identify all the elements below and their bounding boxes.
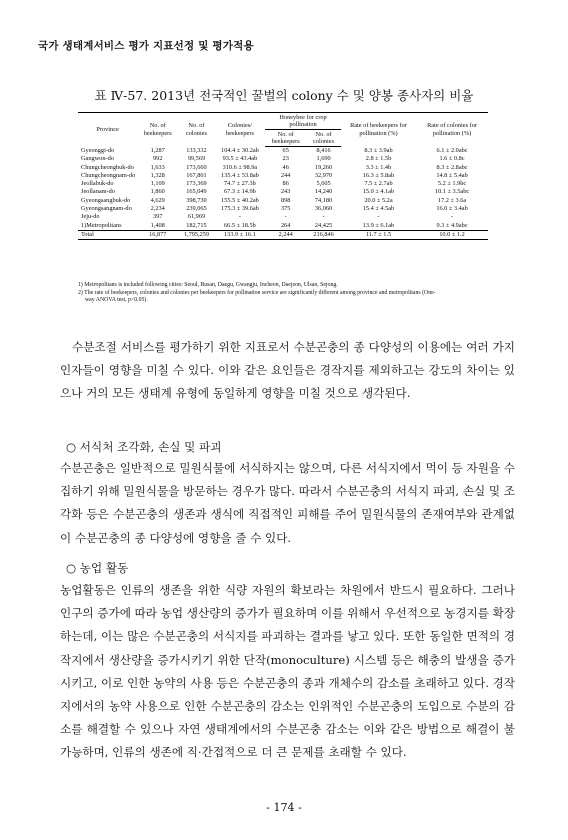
table-cell-beekeepers: 2,234: [150, 205, 165, 213]
table-cell-beekeepers: 16,877: [137, 230, 178, 239]
header-rate-colonies: Rate of colonies for pollination (%): [416, 113, 488, 147]
table-cell-colonies: 182,715: [186, 221, 207, 229]
table-total-row: [78, 230, 488, 239]
header-colonies: No. of colonies: [178, 113, 214, 147]
table-cell-beekeepers: 1,328: [150, 171, 165, 179]
table-cell-rate-keepers: 16.3 ± 5.8ab: [362, 171, 395, 179]
table-cell-rate-colonies: 14.8 ± 5.4ab: [436, 171, 468, 179]
table-cell-rate-keepers: 11.7 ± 1.5: [341, 230, 416, 239]
table-row: [78, 213, 488, 221]
table-cell-cpb: 175.3 ± 39.6ab: [221, 205, 259, 213]
data-table: [78, 112, 488, 240]
table-cell-beekeepers: 992: [153, 155, 163, 163]
table-cell-beekeepers: 1,408: [150, 221, 165, 229]
table-cell-province: Gangwon-do: [81, 155, 114, 163]
table-cell-cpb: 74.7 ± 27.3b: [224, 180, 256, 188]
table-cell-beekeepers: 4,629: [150, 196, 165, 204]
table-cell-rate-keepers: 2.8 ± 1.5b: [365, 155, 392, 163]
table-caption: 표 Ⅳ-57. 2013년 전국적인 꿀벌의 colony 수 및 양봉 종사자의 비율: [94, 88, 474, 103]
table-cell-hb-keepers: 46: [282, 163, 289, 171]
running-head: 국가 생태계서비스 평가 지표선정 및 평가적용: [38, 40, 254, 52]
table-cell-cpb: 133.9 ± 16.1: [215, 230, 266, 239]
table-cell-hb-colonies: 8,416: [316, 147, 331, 154]
table-row: [78, 188, 488, 196]
intro-paragraph: 수분조절 서비스를 평가하기 위한 지표로서 수분곤충의 종 다양성의 이용에는 여러 가지 인자들이 영향을 미칠 수 있다. 이와 같은 요인들은 경작지를 제외하고는 강도의 차이는 있으나 거의 모든 생태계 유형에 동일하게 영향을 미칠 것으로 생각된다.: [60, 340, 515, 401]
table-cell-hb-colonies: 14,240: [314, 188, 333, 196]
table-cell-hb-keepers: 65: [282, 147, 289, 154]
table-cell-province: Jeollanam-do: [81, 188, 115, 196]
table-cell-colonies: 239,065: [186, 205, 207, 213]
table-cell-hb-keepers: 23: [282, 155, 289, 163]
table-cell-rate-keepers: 20.0 ± 5.2a: [364, 196, 393, 204]
section-heading-agriculture: ○ 농업 활동: [66, 561, 129, 575]
table-cell-cpb: -: [238, 213, 241, 221]
table-cell-hb-keepers: 264: [280, 221, 291, 229]
table-row: [78, 155, 488, 163]
table-cell-rate-colonies: 6.1 ± 2.0abc: [436, 146, 468, 154]
table-cell-rate-colonies: 10.1 ± 3.5abc: [434, 188, 470, 196]
table-cell-hb-colonies: 32,970: [314, 171, 333, 179]
agriculture-paragraph: 농업활동은 인류의 생존을 위한 식량 자원의 확보라는 차원에서 반드시 필요하다. 그러나 인구의 증가에 따라 농업 생산량의 증가가 필요하며 이를 위해서 우선적으로 농경지를 확장하는데, 이는 많은 수분곤충의 서식지를 파괴하는 결과를 낳고 있다. 또한 동일한 면적의 경작지에서 생산량을 증가시키기 위한 단작(monoculture) 시스템 등은 해충의 발생을 증가시키고, 이로 인한 농약의 사용 등은 수분곤충의 종과 개체수의 감소를 초래하고 있다. 경작지에서의 농약 사용으로 인한 수분곤충의 감소는 인위적인 수분곤충의 도입으로 수분의 감소를 해결할 수 있으나 자연 생태계에서의 수분곤충 감소는 이와 같은 방법으로 해결이 불가능하며, 인류의 생존에 직·간접적으로 더 큰 문제를 초래할 수 있다.: [60, 583, 515, 760]
table-cell-hb-keepers: 86: [282, 180, 289, 188]
table-row: [78, 197, 488, 205]
table-cell-province: Gyeonggi-do: [81, 146, 115, 154]
table-cell-province: Gyeongsangnam-do: [81, 205, 132, 213]
table-cell-rate-keepers: 7.5 ± 2.7ab: [364, 180, 393, 188]
table-cell-cpb: 155.5 ± 40.2ab: [221, 196, 259, 204]
table-cell-hb-keepers: 375: [280, 205, 291, 213]
table-cell-beekeepers: 397: [153, 213, 163, 221]
table-cell-hb-colonies: 216,846: [306, 230, 341, 239]
table-cell-rate-colonies: -: [450, 213, 454, 221]
table-cell-hb-keepers: 898: [280, 196, 291, 204]
header-colonies-per-beekeeper: Colonies/ beekeepers: [215, 113, 266, 147]
habitat-paragraph: 수분곤충은 일반적으로 밀원식물에 서식하지는 않으며, 다른 서식지에서 먹이 등 자원을 수집하기 위해 밀원식물을 방문하는 경우가 많다. 따라서 수분곤충의 서식지 파괴, 손실 및 조각화 등은 수분곤충의 생존과 생식에 직접적인 피해를 주어 밀원식물의 존재여부와 관계없이 수분곤충의 종 다양성에 영향을 줄 수 있다.: [60, 461, 515, 545]
section-heading-habitat: ○ 서식처 조각화, 손실 및 파괴: [66, 440, 222, 454]
table-cell-province: Jeollabuk-do: [81, 180, 114, 188]
table-cell-rate-colonies: 8.3 ± 2.8abc: [436, 163, 468, 171]
table-cell-rate-colonies: 9.3 ± 4.9abc: [436, 221, 468, 229]
table-cell-beekeepers: 1,860: [150, 188, 165, 196]
table-cell-hb-colonies: 1,690: [316, 155, 331, 163]
table-cell-rate-keepers: 15.4 ± 4.5ab: [362, 205, 395, 213]
table-cell-province: Gyeongsangbuk-do: [81, 196, 131, 204]
table-note: way ANOVA test, p<0.05).: [85, 297, 148, 304]
table-body: [78, 147, 488, 240]
table-cell-rate-colonies: 10.0 ± 1.2: [416, 230, 488, 239]
table-cell-hb-keepers: -: [284, 213, 287, 221]
table-note: 1) Metropolitans is included following cities: Seoul, Busan, Daegu, Gwangju, Incheon, Daejeon, Ulsan, Sejong.: [78, 282, 338, 288]
table-cell-province: Total: [78, 230, 137, 239]
table-cell-hb-colonies: 19,260: [314, 163, 333, 171]
table-cell-province: 1)Metropolitans: [81, 221, 122, 229]
table-row: [78, 172, 488, 180]
table-cell-rate-keepers: 15.0 ± 4.1ab: [362, 188, 395, 196]
table-cell-rate-colonies: 5.2 ± 1.9bc: [437, 180, 467, 188]
table-cell-colonies: 165,049: [186, 188, 207, 196]
table-cell-colonies: 173,660: [186, 163, 207, 171]
table-cell-cpb: 67.3 ± 14.9b: [224, 188, 256, 196]
table-cell-cpb: 135.4 ± 53.8ab: [221, 171, 259, 179]
table-cell-colonies: 167,801: [186, 171, 207, 179]
table-container: [78, 112, 488, 240]
header-hb-colonies: No. of colonies: [306, 130, 341, 147]
table-row: [78, 147, 488, 156]
table-cell-rate-colonies: 17.2 ± 3.6a: [437, 196, 467, 204]
table-cell-beekeepers: 1,287: [150, 146, 165, 154]
table-cell-hb-keepers: 2,244: [265, 230, 306, 239]
header-province: Province: [78, 113, 137, 147]
table-row: [78, 164, 488, 172]
table-cell-colonies: 61,969: [187, 213, 206, 221]
table-cell-colonies: 398,730: [186, 196, 207, 204]
table-cell-hb-colonies: -: [322, 213, 325, 221]
table-cell-colonies: 173,369: [186, 180, 207, 188]
table-cell-rate-keepers: 13.9 ± 6.1ab: [362, 221, 395, 229]
table-cell-hb-colonies: 24,425: [314, 221, 333, 229]
table-note: 2) The rate of beekeepers, colonies and colonies per beekeepers for pollination service are significantly different among province and metropolitans (One-: [78, 289, 436, 296]
table-row: [78, 205, 488, 213]
page-number: - 174 -: [266, 801, 302, 814]
table-cell-cpb: 310.6 ± 98.9a: [222, 163, 258, 171]
table-cell-colonies: 1,795,259: [178, 230, 214, 239]
table-cell-cpb: 66.5 ± 18.5b: [224, 221, 256, 229]
table-cell-cpb: 104.4 ± 30.2ab: [221, 146, 259, 154]
table-cell-rate-keepers: 8.3 ± 3.9ab: [364, 146, 393, 154]
table-cell-rate-colonies: 1.6 ± 0.8c: [439, 155, 465, 163]
table-cell-cpb: 93.5 ± 43.4ab: [222, 155, 258, 163]
table-cell-rate-colonies: 16.0 ± 3.4ab: [436, 205, 468, 213]
table-cell-province: Chungcheongbuk-do: [81, 163, 134, 171]
table-cell-hb-keepers: 244: [280, 171, 291, 179]
table-notes: [78, 282, 488, 305]
table-cell-hb-colonies: 74,180: [314, 196, 333, 204]
table-cell-hb-keepers: 243: [280, 188, 291, 196]
table-row: [78, 222, 488, 231]
table-cell-beekeepers: 1,109: [150, 180, 165, 188]
table-cell-hb-colonies: 5,605: [316, 180, 331, 188]
table-cell-province: Chungcheongnam-do: [81, 171, 136, 179]
table-cell-beekeepers: 1,633: [150, 163, 165, 171]
table-cell-rate-keepers: 3.3 ± 1.4b: [365, 163, 392, 171]
table-cell-rate-keepers: -: [377, 213, 380, 221]
header-hb-beekeepers: No. of beekeepers: [265, 130, 306, 147]
table-cell-hb-colonies: 36,060: [314, 205, 333, 213]
header-beekeepers: No. of beekeepers: [137, 113, 178, 147]
table-cell-colonies: 99,569: [187, 155, 206, 163]
table-cell-province: Jeju-do: [81, 213, 100, 221]
header-honeybee-pollination: Honeybee for crop pollination: [265, 113, 341, 130]
table-row: [78, 180, 488, 188]
header-rate-beekeepers: Rate of beekeepers for pollination (%): [341, 113, 416, 147]
table-cell-colonies: 133,332: [186, 146, 207, 154]
